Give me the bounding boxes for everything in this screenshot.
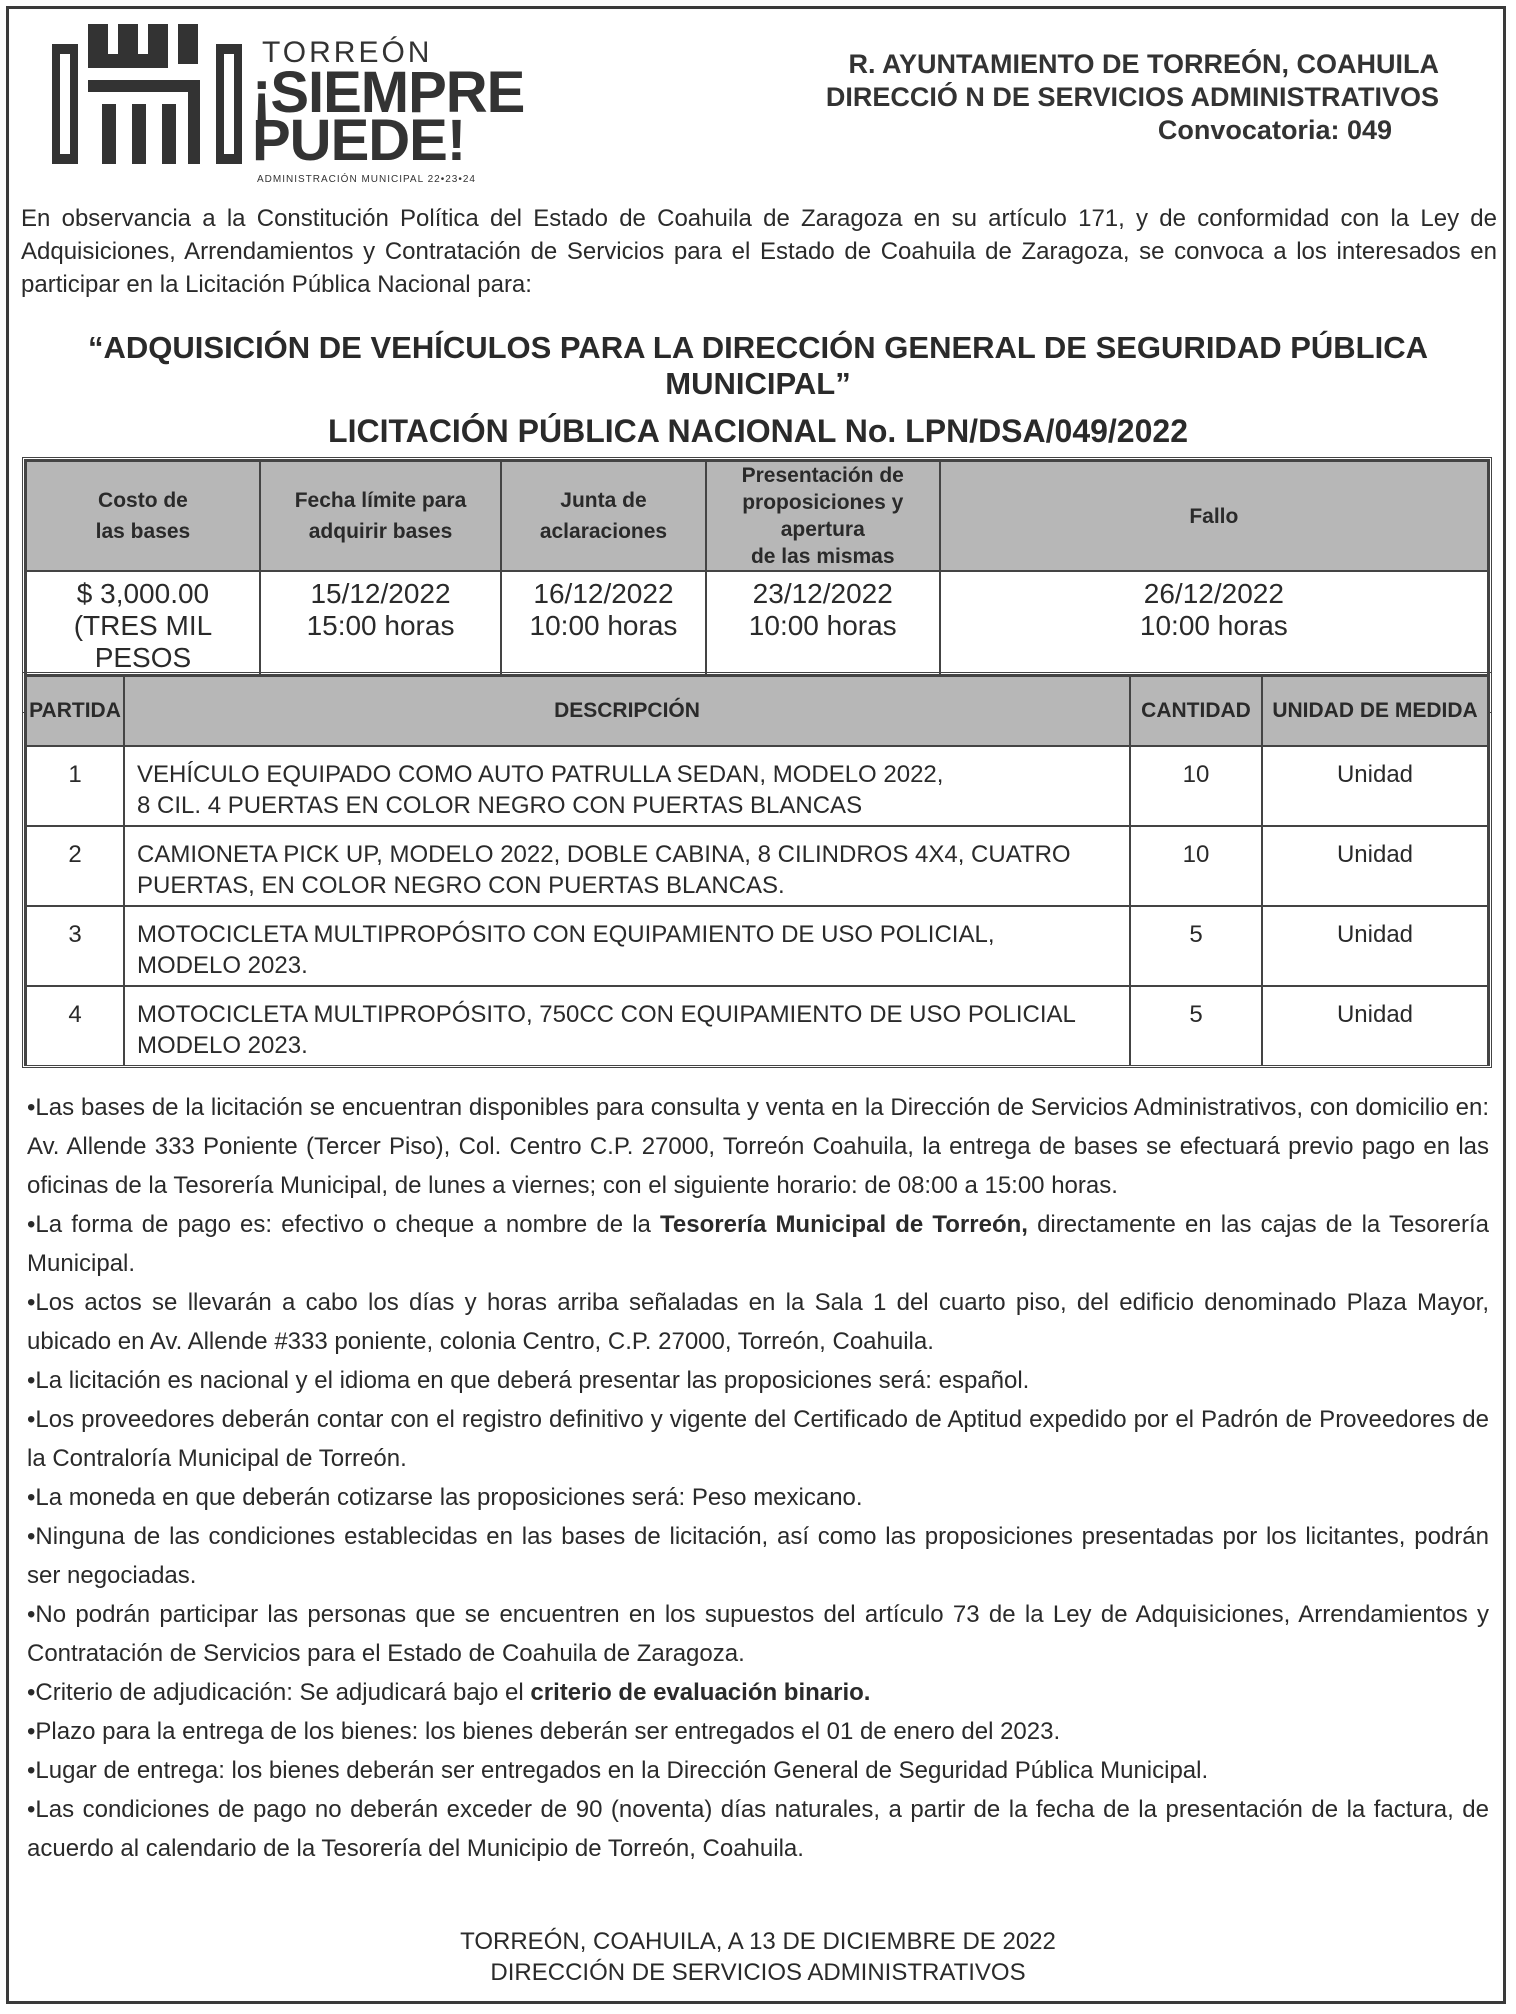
intro-paragraph: En observancia a la Constitución Política del Estado de Coahuila de Zaragoza en su artículo 171, y de conformidad con la Ley de Adquisiciones, Arrendamientos y Contratación de Servicios para el Estado de Coahuila de Zaragoza, se convoca a los interesados en participar en la Licitación Pública Nacional para: [21,205,1497,298]
torreon-logo [52,14,525,185]
item-unidad: Unidad [1262,906,1488,986]
item-unidad: Unidad [1262,746,1488,826]
items-header-descripcion: DESCRIPCIÓN [124,676,1130,746]
item-descripcion: MOTOCICLETA MULTIPROPÓSITO, 750CC CON EQUIPAMIENTO DE USO POLICIAL MODELO 2023. [124,986,1130,1065]
item-descripcion: MOTOCICLETA MULTIPROPÓSITO CON EQUIPAMIENTO DE USO POLICIAL, MODELO 2023. [124,906,1130,986]
footer-office: DIRECCIÓN DE SERVICIOS ADMINISTRATIVOS [490,1959,1026,1986]
item-unidad: Unidad [1262,826,1488,906]
table-row [26,746,1488,826]
schedule-header-deadline: Fecha límite para adquirir bases [260,461,501,571]
items-header-cantidad: CANTIDAD [1130,676,1262,746]
schedule-cost: $ 3,000.00 (TRES MIL PESOS [26,571,260,710]
logo-slogan-2: PUEDE! [252,108,466,173]
item-cantidad: 5 [1130,986,1262,1065]
schedule-meeting: 16/12/2022 10:00 horas [501,571,706,710]
condition-suppliers: •Los proveedores deberán contar con el registro definitivo y vigente del Certificado de Aptitud expedido por el Padrón de Proveedores de la Contraloría Municipal de Torreón. [27,1406,1489,1472]
footer-place-date: TORREÓN, COAHUILA, A 13 DE DICIEMBRE DE 2022 [460,1928,1056,1955]
item-descripcion: CAMIONETA PICK UP, MODELO 2022, DOBLE CABINA, 8 CILINDROS 4X4, CUATRO PUERTAS, EN COLOR NEGRO CON PUERTAS BLANCAS. [124,826,1130,906]
items-header-row [26,676,1488,746]
document-footer [0,1926,1516,1988]
item-descripcion: VEHÍCULO EQUIPADO COMO AUTO PATRULLA SEDAN, MODELO 2022, 8 CIL. 4 PUERTAS EN COLOR NEGRO CON PUERTAS BLANCAS [124,746,1130,826]
condition-bases: •Las bases de la licitación se encuentran disponibles para consulta y venta en la Dirección de Servicios Administrativos, con domicilio en: Av. Allende 333 Poniente (Tercer Piso), Col. Centro C.P. 27000, Torreón Coahuila, la entrega de bases se efectuará previo pago en las oficinas de la Tesorería Municipal, de lunes a viernes; con el siguiente horario: de 08:00 a 15:00 horas. [27,1094,1489,1199]
items-table [22,672,1492,1068]
schedule-header-cost: Costo de las bases [26,461,260,571]
item-partida: 4 [26,986,124,1065]
logo-administration: ADMINISTRACIÓN MUNICIPAL 22•23•24 [257,174,476,185]
logo-slogan-1: ¡SIEMPRE [252,60,525,125]
condition-currency: •La moneda en que deberán cotizarse las proposiciones será: Peso mexicano. [27,1484,863,1511]
item-unidad: Unidad [1262,986,1488,1065]
condition-delivery-date: •Plazo para la entrega de los bienes: los bienes deberán ser entregados el 01 de enero del 2023. [27,1718,1061,1745]
schedule-deadline: 15/12/2022 15:00 horas [260,571,501,710]
schedule-header-presentation: Presentación de proposiciones y apertura de las mismas [706,461,940,571]
item-cantidad: 10 [1130,826,1262,906]
condition-exclusions: •No podrán participar las personas que se encuentren en los supuestos del artículo 73 de la Ley de Adquisiciones, Arrendamientos y Contratación de Servicios para el Estado de Coahuila de Zaragoza. [27,1601,1489,1667]
header-line-2: DIRECCIÓ N DE SERVICIOS ADMINISTRATIVOS [825,82,1439,112]
document-header [826,48,1439,147]
conditions-list [27,1088,1489,1868]
schedule-presentation: 23/12/2022 10:00 horas [706,571,940,710]
condition-payment-terms: •Las condiciones de pago no deberán exceder de 90 (noventa) días naturales, a partir de la fecha de la presentación de la factura, de acuerdo al calendario de la Tesorería del Municipio de Torreón, Coahuila. [27,1796,1489,1862]
condition-negotiation: •Ninguna de las condiciones establecidas en las bases de licitación, así como las proposiciones presentadas por los licitantes, podrán ser negociadas. [27,1523,1489,1589]
condition-language: •La licitación es nacional y el idioma en que deberá presentar las proposiciones será: español. [27,1367,1030,1394]
condition-delivery-place: •Lugar de entrega: los bienes deberán ser entregados en la Dirección General de Seguridad Pública Municipal. [27,1757,1209,1784]
condition-venue: •Los actos se llevarán a cabo los días y horas arriba señaladas en la Sala 1 del cuarto piso, del edificio denominado Plaza Mayor, ubicado en Av. Allende #333 poniente, colonia Centro, C.P. 27000, Torreón, Coahuila. [27,1289,1489,1355]
schedule-header-row [26,461,1488,571]
schedule-header-meeting: Junta de aclaraciones [501,461,706,571]
schedule-header-ruling: Fallo [940,461,1488,571]
castle-icon [52,24,242,174]
item-cantidad: 5 [1130,906,1262,986]
items-header-partida: PARTIDA [26,676,124,746]
tender-number: LICITACIÓN PÚBLICA NACIONAL No. LPN/DSA/049/2022 [328,413,1188,449]
table-row [26,906,1488,986]
items-header-unidad: UNIDAD DE MEDIDA [1262,676,1488,746]
item-partida: 2 [26,826,124,906]
header-line-1: R. AYUNTAMIENTO DE TORREÓN, COAHUILA [848,49,1439,79]
condition-payment-form: •La forma de pago es: efectivo o cheque a nombre de la Tesorería Municipal de Torreón, directamente en las cajas de la Tesorería Municipal. [27,1211,1490,1277]
table-row [26,986,1488,1065]
item-partida: 3 [26,906,124,986]
item-cantidad: 10 [1130,746,1262,826]
tender-title: “ADQUISICIÓN DE VEHÍCULOS PARA LA DIRECCIÓN GENERAL DE SEGURIDAD PÚBLICA MUNICIPAL” [88,330,1428,401]
schedule-ruling: 26/12/2022 10:00 horas [940,571,1488,710]
convocatoria-number: Convocatoria: 049 [1157,115,1392,145]
condition-criterion: •Criterio de adjudicación: Se adjudicará bajo el criterio de evaluación binario. [27,1679,871,1706]
item-partida: 1 [26,746,124,826]
logo-city: TORREÓN [262,36,433,69]
table-row [26,826,1488,906]
